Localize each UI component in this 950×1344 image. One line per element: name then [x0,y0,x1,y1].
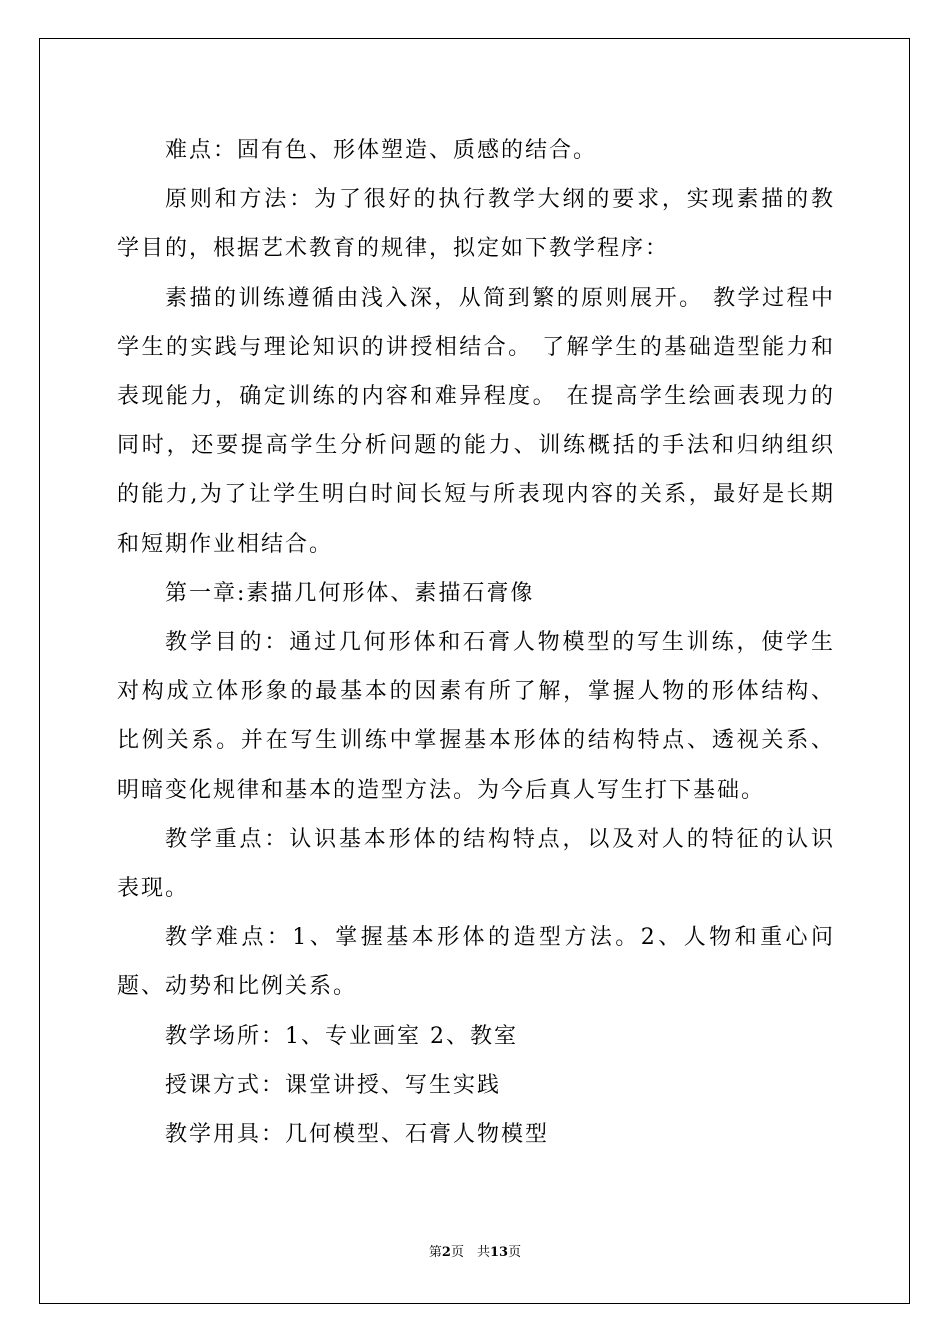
paragraph-teaching-goal: 教学目的：通过几何形体和石膏人物模型的写生训练，使学生对构成立体形象的最基本的因素有所了解，掌握人物的形体结构、比例关系。并在写生训练中掌握基本形体的结构特点、透视关系、明暗变化规律和基本的造型方法。为今后真人写生打下基础。 [117,630,835,803]
paragraph-teaching-method: 授课方式：课堂讲授、写生实践 [165,1072,502,1098]
paragraph-training: 素描的训练遵循由浅入深，从简到繁的原则展开。 教学过程中学生的实践与理论知识的讲授相结合。 了解学生的基础造型能力和表现能力，确定训练的内容和难异程度。 在提高学生绘画表现力的同时，还要提高学生分析问题的能力、训练概括的手法和归纳组织的能力,为了让学生明白时间长短与所表现内容的关系，最好是长期和短期作业相结合。 [117,285,835,557]
paragraph-difficulty: 难点：固有色、形体塑造、质感的结合。 [165,138,598,163]
paragraph-principles: 原则和方法：为了很好的执行教学大纲的要求，实现素描的教学目的，根据艺术教育的规律，拟定如下教学程序： [117,187,835,262]
footer-page-number: 2 [441,1245,451,1260]
footer-mid: 页 共 [450,1245,490,1260]
chapter-heading: 第一章:素描几何形体、素描石膏像 [165,580,535,606]
paragraph-teaching-tools: 教学用具：几何模型、石膏人物模型 [165,1122,550,1148]
footer-total-pages: 13 [489,1245,509,1260]
paragraph-teaching-focus: 教学重点：认识基本形体的结构特点，以及对人的特征的认识表现。 [117,826,835,902]
footer-suffix: 页 [508,1245,522,1260]
paragraph-teaching-difficulty: 教学难点：1、掌握基本形体的造型方法。2、人物和重心问题、动势和比例关系。 [117,925,835,1000]
footer-prefix: 第 [428,1245,442,1260]
paragraph-teaching-venue: 教学场所：1、专业画室 2、教室 [165,1023,518,1049]
page-footer [0,1245,950,1261]
document-body [117,126,835,1159]
